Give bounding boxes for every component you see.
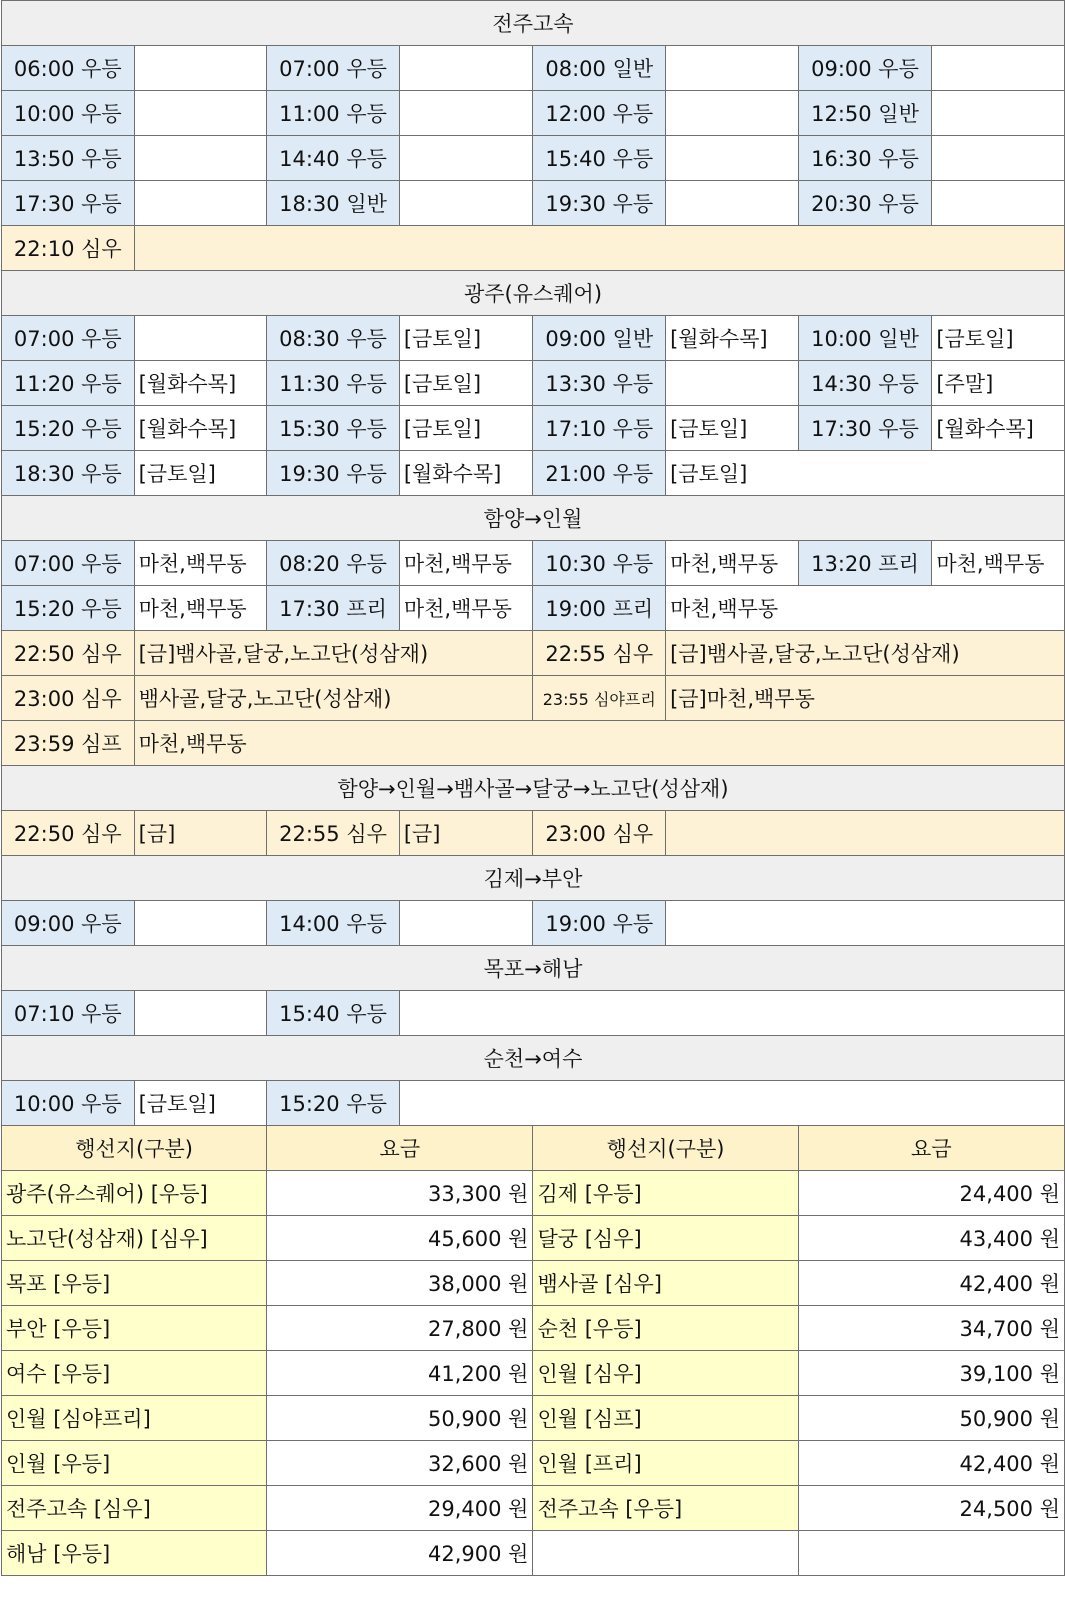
departure-note: 마천,백무동 <box>399 586 533 631</box>
departure-note: [금토일] <box>399 361 533 406</box>
departure-note: [금토일] <box>666 451 1065 496</box>
departure-row <box>2 811 1065 856</box>
fare-price: 39,100 원 <box>798 1351 1064 1396</box>
departure-time: 09:00 우등 <box>798 46 932 91</box>
departure-time: 22:50 심우 <box>2 631 135 676</box>
departure-time: 23:55 심야프리 <box>533 676 666 721</box>
fare-price <box>798 1531 1064 1576</box>
departure-time: 10:00 우등 <box>2 1081 135 1126</box>
fare-destination: 인월 [심프] <box>533 1396 798 1441</box>
route-title: 목포→해남 <box>2 946 1065 991</box>
departure-time: 17:10 우등 <box>533 406 666 451</box>
departure-time: 23:59 심프 <box>2 721 135 766</box>
departure-time: 12:50 일반 <box>798 91 932 136</box>
fare-price: 45,600 원 <box>267 1216 533 1261</box>
departure-row <box>2 631 1065 676</box>
departure-time: 06:00 우등 <box>2 46 135 91</box>
departure-note <box>932 46 1065 91</box>
departure-time: 10:30 우등 <box>533 541 666 586</box>
fare-price: 33,300 원 <box>267 1171 533 1216</box>
route-header-row <box>2 766 1065 811</box>
departure-time: 19:00 우등 <box>533 901 666 946</box>
fare-price: 42,400 원 <box>798 1261 1064 1306</box>
departure-time: 22:55 심우 <box>267 811 400 856</box>
departure-time: 13:50 우등 <box>2 136 135 181</box>
fare-row <box>2 1216 1065 1261</box>
route-header-row <box>2 271 1065 316</box>
fare-row <box>2 1486 1065 1531</box>
departure-row <box>2 46 1065 91</box>
departure-note <box>666 361 799 406</box>
fare-price: 24,400 원 <box>798 1171 1064 1216</box>
route-header-row <box>2 1036 1065 1081</box>
fare-destination: 김제 [우등] <box>533 1171 798 1216</box>
fare-price: 24,500 원 <box>798 1486 1064 1531</box>
departure-time: 14:40 우등 <box>267 136 400 181</box>
fare-destination: 광주(유스퀘어) [우등] <box>2 1171 267 1216</box>
departure-note: [월화수목] <box>932 406 1065 451</box>
departure-time: 08:20 우등 <box>267 541 400 586</box>
departure-note: [금] <box>134 811 267 856</box>
departure-note: [금]마천,백무동 <box>666 676 1065 721</box>
departure-note: [금] <box>399 811 533 856</box>
departure-note: 뱀사골,달궁,노고단(성삼재) <box>134 676 533 721</box>
departure-time: 19:30 우등 <box>533 181 666 226</box>
departure-time: 17:30 프리 <box>267 586 400 631</box>
departure-row <box>2 91 1065 136</box>
departure-time: 19:30 우등 <box>267 451 400 496</box>
departure-time: 07:00 우등 <box>267 46 400 91</box>
departure-time: 11:20 우등 <box>2 361 135 406</box>
departure-note <box>666 181 799 226</box>
departure-time: 17:30 우등 <box>2 181 135 226</box>
departure-note: [금토일] <box>666 406 799 451</box>
departure-row <box>2 181 1065 226</box>
departure-note: [금토일] <box>134 1081 267 1126</box>
departure-note <box>399 991 1064 1036</box>
departure-note: 마천,백무동 <box>666 586 1065 631</box>
departure-note: [월화수목] <box>134 406 267 451</box>
departure-time: 08:00 일반 <box>533 46 666 91</box>
departure-note: [금]뱀사골,달궁,노고단(성삼재) <box>666 631 1065 676</box>
route-title: 함양→인월 <box>2 496 1065 541</box>
departure-time: 09:00 우등 <box>2 901 135 946</box>
departure-note: [금토일] <box>399 316 533 361</box>
departure-time: 19:00 프리 <box>533 586 666 631</box>
departure-time: 23:00 심우 <box>2 676 135 721</box>
fare-row <box>2 1396 1065 1441</box>
fare-price-header: 요금 <box>267 1126 533 1171</box>
departure-note <box>399 1081 1064 1126</box>
route-header-row <box>2 1 1065 46</box>
route-header-row <box>2 496 1065 541</box>
departure-time: 13:30 우등 <box>533 361 666 406</box>
fare-price: 38,000 원 <box>267 1261 533 1306</box>
departure-time: 13:20 프리 <box>798 541 932 586</box>
fare-price-header: 요금 <box>798 1126 1064 1171</box>
fare-row <box>2 1261 1065 1306</box>
departure-time: 15:40 우등 <box>533 136 666 181</box>
departure-note <box>399 136 533 181</box>
fare-destination: 인월 [심야프리] <box>2 1396 267 1441</box>
departure-time: 22:10 심우 <box>2 226 135 271</box>
route-title: 전주고속 <box>2 1 1065 46</box>
departure-note <box>399 91 533 136</box>
departure-time: 15:30 우등 <box>267 406 400 451</box>
departure-note <box>134 226 1064 271</box>
departure-time: 11:30 우등 <box>267 361 400 406</box>
departure-note <box>932 181 1065 226</box>
departure-note <box>666 811 1065 856</box>
departure-note: [월화수목] <box>666 316 799 361</box>
departure-time: 10:00 우등 <box>2 91 135 136</box>
departure-note: 마천,백무동 <box>134 586 267 631</box>
fare-row <box>2 1306 1065 1351</box>
departure-note: [금토일] <box>134 451 267 496</box>
departure-note <box>399 181 533 226</box>
departure-time: 14:30 우등 <box>798 361 932 406</box>
departure-note: [금]뱀사골,달궁,노고단(성삼재) <box>134 631 533 676</box>
fare-row <box>2 1441 1065 1486</box>
departure-time: 20:30 우등 <box>798 181 932 226</box>
departure-time: 18:30 우등 <box>2 451 135 496</box>
fare-row <box>2 1531 1065 1576</box>
departure-note <box>932 91 1065 136</box>
fare-price: 27,800 원 <box>267 1306 533 1351</box>
departure-note: [월화수목] <box>134 361 267 406</box>
fare-destination-header: 행선지(구분) <box>533 1126 798 1171</box>
departure-row <box>2 541 1065 586</box>
departure-time: 18:30 일반 <box>267 181 400 226</box>
fare-price: 42,900 원 <box>267 1531 533 1576</box>
departure-time: 07:10 우등 <box>2 991 135 1036</box>
fare-row <box>2 1351 1065 1396</box>
departure-time: 22:55 심우 <box>533 631 666 676</box>
route-header-row <box>2 856 1065 901</box>
departure-note <box>666 901 1065 946</box>
route-title: 순천→여수 <box>2 1036 1065 1081</box>
fare-price: 41,200 원 <box>267 1351 533 1396</box>
departure-note: 마천,백무동 <box>134 721 1064 766</box>
fare-price: 34,700 원 <box>798 1306 1064 1351</box>
departure-note <box>399 46 533 91</box>
fare-destination: 전주고속 [심우] <box>2 1486 267 1531</box>
departure-row <box>2 676 1065 721</box>
departure-note: [주말] <box>932 361 1065 406</box>
departure-row <box>2 586 1065 631</box>
departure-time: 23:00 심우 <box>533 811 666 856</box>
departure-time: 15:20 우등 <box>2 406 135 451</box>
fare-price: 50,900 원 <box>267 1396 533 1441</box>
departure-note <box>134 136 267 181</box>
departure-row <box>2 226 1065 271</box>
fare-destination: 인월 [심우] <box>533 1351 798 1396</box>
fare-row <box>2 1171 1065 1216</box>
fare-price: 43,400 원 <box>798 1216 1064 1261</box>
departure-note: 마천,백무동 <box>666 541 799 586</box>
fare-destination: 부안 [우등] <box>2 1306 267 1351</box>
fare-destination: 전주고속 [우등] <box>533 1486 798 1531</box>
departure-note <box>134 181 267 226</box>
departure-note: [금토일] <box>399 406 533 451</box>
departure-row <box>2 361 1065 406</box>
fare-destination: 노고단(성삼재) [심우] <box>2 1216 267 1261</box>
departure-note: 마천,백무동 <box>932 541 1065 586</box>
departure-row <box>2 901 1065 946</box>
departure-row <box>2 406 1065 451</box>
fare-price: 42,400 원 <box>798 1441 1064 1486</box>
departure-note <box>666 46 799 91</box>
departure-time: 10:00 일반 <box>798 316 932 361</box>
departure-note <box>134 91 267 136</box>
departure-time: 11:00 우등 <box>267 91 400 136</box>
departure-note: 마천,백무동 <box>399 541 533 586</box>
departure-note <box>666 136 799 181</box>
departure-time: 07:00 우등 <box>2 541 135 586</box>
route-title: 김제→부안 <box>2 856 1065 901</box>
departure-note: [월화수목] <box>399 451 533 496</box>
bus-timetable <box>1 0 1065 1576</box>
fare-destination: 해남 [우등] <box>2 1531 267 1576</box>
departure-note <box>134 991 267 1036</box>
departure-note <box>399 901 533 946</box>
departure-time: 16:30 우등 <box>798 136 932 181</box>
departure-time: 15:20 우등 <box>2 586 135 631</box>
departure-time: 22:50 심우 <box>2 811 135 856</box>
fare-destination: 뱀사골 [심우] <box>533 1261 798 1306</box>
fare-price: 50,900 원 <box>798 1396 1064 1441</box>
fare-destination: 인월 [프리] <box>533 1441 798 1486</box>
departure-time: 09:00 일반 <box>533 316 666 361</box>
fare-destination: 달궁 [심우] <box>533 1216 798 1261</box>
departure-note: [금토일] <box>932 316 1065 361</box>
fare-destination: 인월 [우등] <box>2 1441 267 1486</box>
fare-destination <box>533 1531 798 1576</box>
departure-row <box>2 991 1065 1036</box>
route-title: 광주(유스퀘어) <box>2 271 1065 316</box>
departure-time: 12:00 우등 <box>533 91 666 136</box>
fare-price: 32,600 원 <box>267 1441 533 1486</box>
departure-time: 07:00 우등 <box>2 316 135 361</box>
departure-row <box>2 451 1065 496</box>
departure-note <box>666 91 799 136</box>
fare-destination: 목포 [우등] <box>2 1261 267 1306</box>
departure-row <box>2 316 1065 361</box>
departure-time: 21:00 우등 <box>533 451 666 496</box>
fare-price: 29,400 원 <box>267 1486 533 1531</box>
departure-time: 15:40 우등 <box>267 991 400 1036</box>
departure-row <box>2 721 1065 766</box>
departure-time: 14:00 우등 <box>267 901 400 946</box>
fare-header-row <box>2 1126 1065 1171</box>
departure-time: 17:30 우등 <box>798 406 932 451</box>
fare-destination-header: 행선지(구분) <box>2 1126 267 1171</box>
departure-time: 08:30 우등 <box>267 316 400 361</box>
fare-destination: 여수 [우등] <box>2 1351 267 1396</box>
departure-note <box>134 901 267 946</box>
departure-note <box>134 46 267 91</box>
departure-note <box>932 136 1065 181</box>
departure-row <box>2 1081 1065 1126</box>
route-header-row <box>2 946 1065 991</box>
departure-note <box>134 316 267 361</box>
fare-destination: 순천 [우등] <box>533 1306 798 1351</box>
departure-row <box>2 136 1065 181</box>
departure-note: 마천,백무동 <box>134 541 267 586</box>
route-title: 함양→인월→뱀사골→달궁→노고단(성삼재) <box>2 766 1065 811</box>
departure-time: 15:20 우등 <box>267 1081 400 1126</box>
